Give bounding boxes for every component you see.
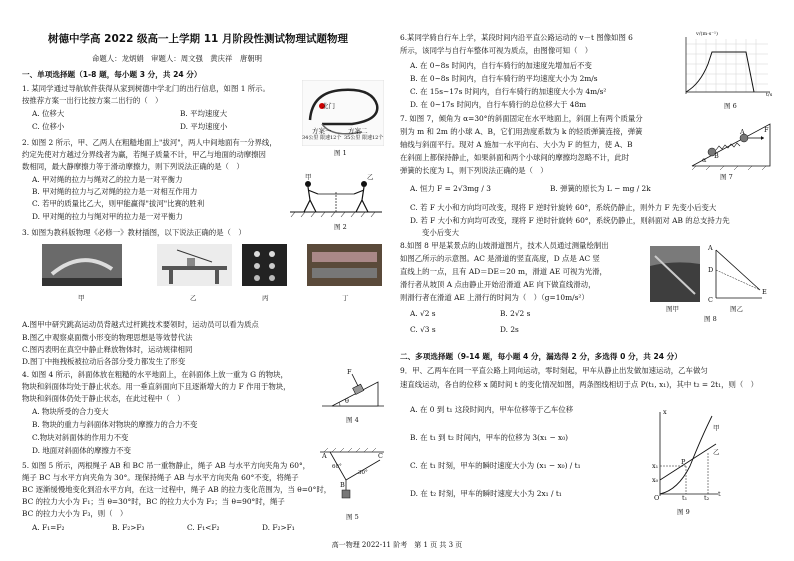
- fig2-yi-label: 乙: [367, 173, 374, 181]
- fig3-caption-bing: 丙: [262, 294, 269, 302]
- q2-option-a: A. 甲对绳的拉力与绳对乙的拉力是一对平衡力: [32, 175, 183, 184]
- q8-option-c: C. √3 s: [410, 325, 436, 334]
- figure-6-vt-graph: [678, 34, 772, 98]
- q2-option-c: C. 若甲的质量比乙大，则甲能赢得"拔河"比赛的胜利: [32, 199, 205, 208]
- q2-text-3: 数相同，最大静摩擦力等于滑动摩擦力，则下列说法正确的是（ ）: [22, 162, 244, 171]
- exam-title: 树德中学高 2022 级高一上学期 11 月阶段性测试物理试题物理: [48, 33, 348, 45]
- q8-option-a: A. √2 s: [410, 309, 436, 318]
- q6-option-d: D. 在 0~17s 时间内，自行车骑行的总位移大于 48m: [410, 100, 587, 109]
- fig3-caption-jia: 甲: [78, 294, 85, 302]
- q6-option-b: B. 在 0~8s 时间内，自行车骑行的平均速度大小为 2m/s: [410, 74, 598, 83]
- q4-text-1: 4. 如图 4 所示，斜面体放在粗糙的水平地面上，在斜面体上放一重为 G 的物块，: [22, 370, 288, 379]
- fig7-alpha-label: α: [702, 156, 707, 164]
- q5-text-4: BC 的拉力大小为 F₁；当 θ=30°时，BC 的拉力大小为 F₂；当 θ=90°时，绳子: [22, 497, 285, 506]
- q9-option-c: C. 在 t₁ 时刻，甲车的瞬时速度大小为 (x₁ − x₀) / t₁: [410, 461, 581, 470]
- fig8-yi-label: 图乙: [730, 305, 743, 313]
- q4-option-c: C.物块对斜面体的作用力不变: [32, 433, 129, 442]
- q3-option-c: C.图丙表明在真空中静止释放物体时，运动规律相同: [22, 345, 193, 354]
- section-2-heading: 二、多项选择题（9-14 题，每小题 4 分，漏选得 2 分，多选得 0 分，共 24 分）: [400, 352, 682, 361]
- q5-option-c: C. F₁<F₂: [187, 523, 220, 532]
- q8-option-d: D. 2s: [500, 325, 519, 334]
- q7-option-d: D. 若 F 大小和方向均可改变，现将 F 逆时针旋转 60°，系统仍静止，则斜面对 AB 的总支持力先: [410, 216, 730, 225]
- fig9-t2-label: t₂: [704, 494, 710, 502]
- fig3-caption-ding: 丁: [342, 294, 349, 302]
- fig3-diagram-mirror: [157, 244, 232, 286]
- q5-text-1: 5. 如图 5 所示，两根绳子 AB 和 BC 吊一重物静止，绳子 AB 与水平方向夹角为 60°，: [22, 461, 311, 470]
- fig5-a-label: A: [322, 452, 327, 460]
- fig8-jia-label: 图甲: [666, 305, 679, 313]
- fig9-caption: 图 9: [677, 508, 690, 516]
- q2-text-1: 2. 如图 2 所示，甲、乙两人在粗糙地面上"拔河"，两人中间地面有一分界线，: [22, 138, 277, 147]
- fig7-f-label: F: [764, 126, 769, 134]
- exam-authors: 命题人：龙炳娟 审题人：周文强 黄庆祥 唐朝明: [92, 54, 262, 63]
- q4-text-3: 物块和斜面体仍处于静止状态，在此过程中（ ）: [22, 394, 185, 403]
- fig8-a-label: A: [708, 244, 713, 252]
- q3-option-b: B.图乙中观察桌面微小形变的物理思想是等效替代法: [22, 333, 193, 342]
- section-1-heading: 一、单项选择题（1-8 题，每小题 3 分，共 24 分）: [22, 70, 202, 79]
- q4-option-d: D. 地面对斜面体的摩擦力不变: [32, 446, 132, 455]
- q3-text-1: 3. 如图为教科版物理《必修一》教材插图，以下说法正确的是（ ）: [22, 228, 246, 237]
- q6-option-a: A. 在 0~8s 时间内，自行车骑行的加速度先增加后不变: [410, 61, 592, 70]
- fig1-plan2-label: 方案二: [348, 127, 368, 135]
- q9-option-b: B. 在 t₁ 到 t₂ 时间内，甲车的位移为 3(x₁ − x₀): [410, 433, 569, 442]
- figure-9-xt-graph: [650, 408, 720, 500]
- q1-text-2: 按推荐方案一出行比按方案二出行的（ ）: [22, 96, 163, 105]
- q8-text-4: 滑行者从坡顶 A 点由静止开始沿滑道 AE 向下做直线滑动，: [400, 280, 596, 289]
- q1-option-b: B. 平均速度大: [180, 109, 228, 118]
- q2-text-2: 约定先使对方越过分界线者为赢，若绳子质量不计，甲乙与地面的动摩擦因: [22, 150, 266, 159]
- q4-option-b: B. 物块的重力与斜面体对物块的摩擦力的合力不变: [32, 420, 198, 429]
- q7-text-4: 在斜面上都保持静止，如果斜面和两个小球间的摩擦均忽略不计，此时: [400, 153, 630, 162]
- figure-4-incline: [322, 370, 384, 410]
- q1-text-1: 1. 某同学通过导航软件获得从家到树德中学北门的出行信息，如图 1 所示。: [22, 84, 270, 93]
- q8-option-b: B. 2√2 s: [500, 309, 531, 318]
- q7-option-c: C. 若 F 大小和方向均可改变，现将 F 逆时针旋转 60°，系统仍静止，则外力 F 先变小后变大: [410, 203, 717, 212]
- q5-option-a: A. F₁=F₂: [32, 523, 65, 532]
- q8-text-1: 8.如图 8 甲是某景点的山坡滑道图片，技术人员通过测量绘制出: [400, 241, 609, 250]
- fig9-origin: O: [654, 494, 660, 502]
- fig9-x1-label: x₁: [652, 462, 659, 470]
- q1-option-c: C. 位移小: [32, 122, 65, 131]
- q1-option-a: A. 位移大: [32, 109, 65, 118]
- q5-text-5: BC 的拉力大小为 F₃，则（ ）: [22, 509, 128, 518]
- fig8-d-label: D: [708, 266, 714, 274]
- fig2-caption: 图 2: [334, 223, 347, 231]
- fig8-e-label: E: [762, 288, 767, 296]
- fig3-photo-deformation: [307, 244, 382, 286]
- fig9-yi-label: 乙: [713, 448, 720, 456]
- fig9-t-axis: t: [718, 490, 721, 498]
- fig1-plan2-info: 35公里 限速12个: [344, 135, 384, 141]
- fig6-x-axis-label: t/s: [766, 92, 773, 98]
- q3-option-a: A.图甲中研究跳高运动员背越式过杆跳技术要领时，运动员可以看为质点: [22, 320, 259, 329]
- q8-text-5: 则滑行者在滑道 AE 上滑行的时间为（ ）（g=10m/s²）: [400, 293, 589, 302]
- fig9-jia-label: 甲: [713, 424, 720, 432]
- q9-text-2: 速直线运动，各自的位移 x 随时间 t 的变化情况如图，两条图线相切于点 P(t₁, x₁)，其中 t₂ = 2t₁，则（ ）: [400, 380, 759, 389]
- fig5-caption: 图 5: [346, 513, 359, 521]
- fig8-c-label: C: [708, 296, 713, 304]
- fig3-photo-high-jump: [42, 244, 122, 286]
- fig8-caption: 图 8: [704, 315, 717, 323]
- fig5-c-label: C: [378, 452, 383, 460]
- fig4-force-label: F: [347, 368, 352, 376]
- q2-option-b: B. 甲对绳的拉力与乙对绳的拉力是一对相互作用力: [32, 187, 198, 196]
- fig9-p-label: P: [681, 458, 686, 466]
- q7-option-a: A. 恒力 F = 2√3mg / 3: [410, 184, 491, 193]
- fig6-caption: 图 6: [724, 102, 737, 110]
- q2-option-d: D. 甲对绳的拉力与绳对甲的拉力是一对平衡力: [32, 212, 183, 221]
- q3-option-d: D.图丁中拖拽板被拉动后各部分受力都发生了形变: [22, 357, 186, 366]
- q5-option-d: D. F₂>F₁: [262, 523, 295, 532]
- fig9-x-axis: x: [663, 408, 667, 416]
- q6-text-1: 6.某同学骑自行车上学，某段时间内沿平直公路运动的 v－t 图像如图 6: [400, 33, 633, 42]
- q7-option-d-cont: 变小后变大: [422, 228, 459, 237]
- fig7-caption: 图 7: [720, 173, 733, 181]
- fig1-caption: 图 1: [334, 149, 347, 157]
- q1-option-d: D. 平均速度小: [180, 122, 228, 131]
- q7-text-2: 别为 m 和 2m 的小球 A、B，它们用劲度系数为 k 的轻质弹簧连接，弹簧: [400, 127, 643, 136]
- page-footer: 高一物理 2022-11 阶考 第 1 页 共 3 页: [331, 541, 463, 549]
- q5-text-3: BC 逐渐缓慢地变化到沿水平方向，在这一过程中，绳子 AB 的拉力变化范围为，当 θ=0°时，: [22, 485, 332, 494]
- q5-option-b: B. F₂>F₃: [112, 523, 145, 532]
- figure-5-strings: [320, 448, 384, 508]
- fig1-plan1-label: 方案一: [312, 127, 332, 135]
- fig9-x0-label: x₀: [652, 476, 659, 484]
- fig3-caption-yi: 乙: [190, 294, 197, 302]
- q9-option-a: A. 在 0 到 t₁ 这段时间内，甲车位移等于乙车位移: [410, 405, 574, 414]
- fig3-photo-vacuum-fall: [242, 244, 287, 286]
- figure-8-diagram: [706, 246, 766, 302]
- fig7-a-label: A: [740, 128, 745, 136]
- q7-text-5: 弹簧的长度为 L，则下列说法正确的是（ ）: [400, 166, 548, 175]
- q6-option-c: C. 在 15s~17s 时间内，自行车骑行的加速度大小为 4m/s²: [410, 87, 607, 96]
- q4-text-2: 物块和斜面体均处于静止状态。用一垂直斜面向下且逐渐增大的力 F 作用于物块，: [22, 382, 291, 391]
- q8-text-2: 如图乙所示的示意图。AC 是滑道的竖直高度，D 点是 AC 竖: [400, 254, 600, 263]
- q9-option-d: D. 在 t₂ 时刻，甲车的瞬时速度大小为 2x₁ / t₁: [410, 489, 562, 498]
- q7-text-1: 7. 如图 7，倾角为 α=30°的斜面固定在水平地面上，斜面上有两个质量分: [400, 114, 643, 123]
- q7-text-3: 轴线与斜面平行。现对 A 施加一水平向右、大小为 F 的恒力，使 A、B: [400, 140, 633, 149]
- fig5-b-label: B: [340, 481, 345, 489]
- q8-text-3: 直线上的一点，且有 AD＝DE＝20 m，滑道 AE 可视为光滑，: [400, 267, 607, 276]
- q6-text-2: 所示，该同学与自行车整体可视为质点，由图像可知（ ）: [400, 46, 593, 55]
- fig5-angle-1: 60°: [332, 464, 342, 470]
- fig2-jia-label: 甲: [305, 173, 312, 181]
- fig6-y-axis-label: v/(m·s⁻¹): [696, 31, 718, 37]
- fig4-caption: 图 4: [346, 416, 359, 424]
- fig4-theta-label: θ: [345, 397, 349, 405]
- fig8-photo-slope: [650, 246, 700, 302]
- q9-text-1: 9．甲、乙两车在同一平直公路上同向运动，零时刻起，甲车从静止出发做加速运动，乙车做匀: [400, 366, 708, 375]
- q7-option-b: B. 弹簧的原长为 L − mg / 2k: [550, 184, 651, 193]
- fig5-angle-2: 30°: [358, 470, 368, 476]
- q5-text-2: 绳子 BC 与水平方向夹角为 30°。现保持绳子 AB 与水平方向夹角 60°不变，将绳子: [22, 473, 299, 482]
- q4-option-a: A. 物块所受的合力变大: [32, 407, 109, 416]
- fig1-gate-label: 北门: [322, 102, 335, 110]
- fig9-t1-label: t₁: [682, 494, 688, 502]
- fig7-b-label: B: [714, 152, 719, 160]
- fig1-plan1-info: 34公里 限速12个: [302, 135, 342, 141]
